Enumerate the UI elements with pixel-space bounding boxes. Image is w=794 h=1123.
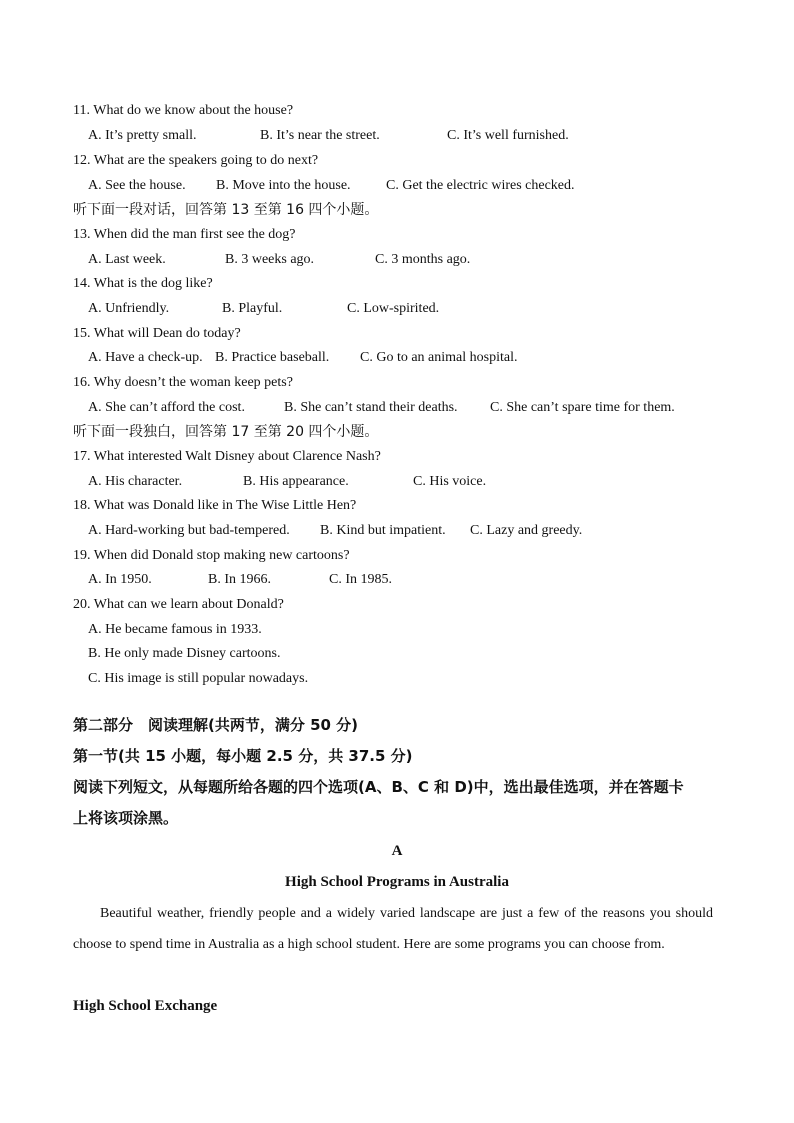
q20-option-a: A. He became famous in 1933. bbox=[88, 622, 262, 637]
q13-option-a: A. Last week. bbox=[88, 252, 166, 267]
question-14-options bbox=[88, 300, 439, 318]
passage-title: High School Programs in Australia bbox=[285, 874, 509, 890]
q14-option-b: B. Playful. bbox=[222, 301, 283, 316]
section-intro-13-16: 听下面一段对话，回答第 13 至第 16 四个小题。 bbox=[73, 202, 379, 218]
q19-option-a: A. In 1950. bbox=[88, 572, 152, 587]
question-20-stem: 20. What can we learn about Donald? bbox=[73, 597, 284, 612]
question-11-options bbox=[88, 127, 569, 145]
q12-option-b: B. Move into the house. bbox=[216, 178, 351, 193]
q15-option-c: C. Go to an animal hospital. bbox=[360, 350, 518, 365]
q14-option-c: C. Low-spirited. bbox=[347, 301, 440, 316]
question-17-stem: 17. What interested Walt Disney about Clarence Nash? bbox=[73, 449, 381, 464]
section-one-title: 第一节(共 15 小题，每小题 2.5 分，共 37.5 分) bbox=[73, 747, 413, 765]
q18-option-a: A. Hard-working but bad-tempered. bbox=[88, 523, 290, 538]
question-19-options bbox=[88, 571, 392, 589]
q17-option-b: B. His appearance. bbox=[243, 474, 349, 489]
q12-option-c: C. Get the electric wires checked. bbox=[386, 178, 575, 193]
q20-option-b: B. He only made Disney cartoons. bbox=[88, 646, 281, 661]
q16-option-a: A. She can’t afford the cost. bbox=[88, 400, 245, 415]
q17-option-c: C. His voice. bbox=[413, 474, 487, 489]
question-12-stem: 12. What are the speakers going to do next? bbox=[73, 153, 319, 168]
q16-option-b: B. She can’t stand their deaths. bbox=[284, 400, 458, 415]
question-16-options bbox=[88, 399, 675, 417]
q19-option-c: C. In 1985. bbox=[329, 572, 392, 587]
q13-option-c: C. 3 months ago. bbox=[375, 252, 471, 267]
q12-option-a: A. See the house. bbox=[88, 178, 186, 193]
q11-option-b: B. It’s near the street. bbox=[260, 128, 380, 143]
question-14-stem: 14. What is the dog like? bbox=[73, 276, 213, 291]
q19-option-b: B. In 1966. bbox=[208, 572, 271, 587]
question-13-options bbox=[88, 251, 470, 269]
q14-option-a: A. Unfriendly. bbox=[88, 301, 170, 316]
section-intro-17-20: 听下面一段独白，回答第 17 至第 20 四个小题。 bbox=[73, 424, 379, 440]
question-11-stem: 11. What do we know about the house? bbox=[73, 103, 294, 118]
q20-option-c: C. His image is still popular nowadays. bbox=[88, 671, 309, 686]
q17-option-a: A. His character. bbox=[88, 474, 183, 489]
question-19-stem: 19. When did Donald stop making new cartoons? bbox=[73, 548, 350, 563]
q18-option-b: B. Kind but impatient. bbox=[320, 523, 446, 538]
q16-option-c: C. She can’t spare time for them. bbox=[490, 400, 675, 415]
q13-option-b: B. 3 weeks ago. bbox=[225, 252, 315, 267]
question-18-stem: 18. What was Donald like in The Wise Little Hen? bbox=[73, 498, 357, 513]
q18-option-c: C. Lazy and greedy. bbox=[470, 523, 583, 538]
question-15-options bbox=[88, 349, 517, 367]
question-15-stem: 15. What will Dean do today? bbox=[73, 326, 241, 341]
q15-option-b: B. Practice baseball. bbox=[215, 350, 330, 365]
question-17-options bbox=[88, 473, 486, 491]
passage-letter: A bbox=[391, 843, 403, 859]
passage-paragraph: Beautiful weather, friendly people and a widely varied landscape are just a few of the reasons you should choose to spend time in Australia as a high school student. Here are some programs you can choose from. bbox=[73, 906, 713, 952]
part-two-title: 第二部分 阅读理解(共两节，满分 50 分) bbox=[73, 716, 359, 734]
instruction-line-1: 阅读下列短文，从每题所给各题的四个选项(A、B、C 和 D)中，选出最佳选项，并在答题卡 bbox=[73, 778, 684, 796]
q15-option-a: A. Have a check-up. bbox=[88, 350, 203, 365]
question-16-stem: 16. Why doesn’t the woman keep pets? bbox=[73, 375, 293, 390]
question-13-stem: 13. When did the man first see the dog? bbox=[73, 227, 296, 242]
q11-option-c: C. It’s well furnished. bbox=[447, 128, 569, 143]
question-12-options bbox=[88, 177, 575, 195]
question-18-options bbox=[88, 522, 582, 540]
passage-subheading: High School Exchange bbox=[73, 998, 218, 1014]
instruction-line-2: 上将该项涂黑。 bbox=[73, 809, 179, 827]
q11-option-a: A. It’s pretty small. bbox=[88, 128, 197, 143]
